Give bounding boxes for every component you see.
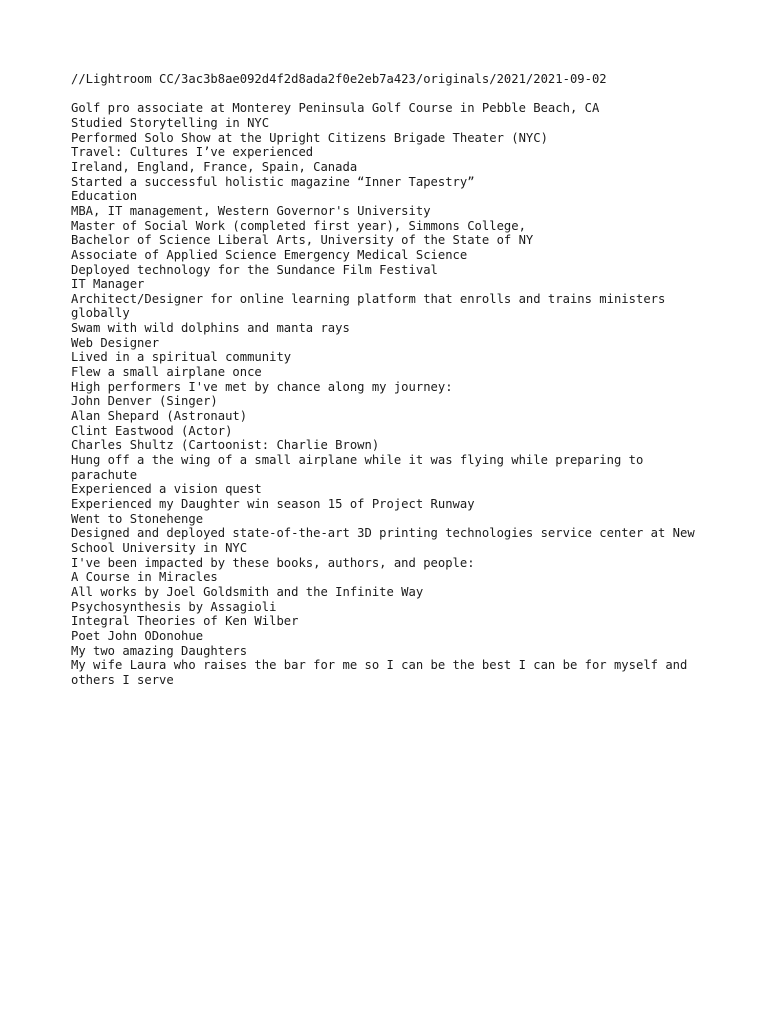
document-page: [71, 72, 711, 688]
text-line: A Course in Miracles: [71, 570, 218, 585]
text-line: Designed and deployed state-of-the-art 3D printing technologies service center at New School University in NYC: [71, 526, 703, 555]
text-line: Studied Storytelling in NYC: [71, 115, 270, 130]
text-line: All works by Joel Goldsmith and the Infinite Way: [71, 584, 424, 599]
text-line: Integral Theories of Ken Wilber: [71, 614, 299, 629]
text-line: Bachelor of Science Liberal Arts, University of the State of NY: [71, 233, 534, 248]
text-line: Web Designer: [71, 335, 160, 350]
text-line: Started a successful holistic magazine “Inner Tapestry”: [71, 174, 475, 189]
text-line: My two amazing Daughters: [71, 643, 248, 658]
text-line: Education: [71, 189, 138, 204]
text-line: Poet John ODonohue: [71, 628, 204, 643]
text-line: Alan Shepard (Astronaut): [71, 409, 248, 424]
text-line: Master of Social Work (completed first year), Simmons College,: [71, 218, 526, 233]
text-line: Charles Shultz (Cartoonist: Charlie Brown): [71, 438, 380, 453]
text-line: Swam with wild dolphins and manta rays: [71, 321, 350, 336]
text-line: I've been impacted by these books, authors, and people:: [71, 555, 475, 570]
text-line: Hung off a the wing of a small airplane while it was flying while preparing to parachute: [71, 453, 651, 482]
text-line: Experienced my Daughter win season 15 of Project Runway: [71, 497, 475, 512]
text-line: Lived in a spiritual community: [71, 350, 292, 365]
text-line: Architect/Designer for online learning platform that enrolls and trains ministers globally: [71, 291, 673, 321]
text-line: Went to Stonehenge: [71, 511, 204, 526]
text-line: Deployed technology for the Sundance Film Festival: [71, 262, 438, 277]
text-line: Psychosynthesis by Assagioli: [71, 599, 277, 614]
text-line: High performers I've met by chance along my journey:: [71, 379, 453, 394]
text-line: John Denver (Singer): [71, 394, 218, 409]
text-line: Flew a small airplane once: [71, 365, 262, 380]
text-line: Associate of Applied Science Emergency Medical Science: [71, 247, 468, 262]
text-line: My wife Laura who raises the bar for me so I can be the best I can be for myself and others I serve: [71, 658, 695, 687]
text-line: Ireland, England, France, Spain, Canada: [71, 159, 358, 174]
text-lines: [71, 101, 711, 687]
text-line: Experienced a vision quest: [71, 482, 262, 497]
text-line: Performed Solo Show at the Upright Citizens Brigade Theater (NYC): [71, 130, 548, 145]
text-line: MBA, IT management, Western Governor's University: [71, 203, 431, 218]
text-line: Clint Eastwood (Actor): [71, 423, 233, 438]
text-line: Golf pro associate at Monterey Peninsula Golf Course in Pebble Beach, CA: [71, 101, 600, 116]
text-line: IT Manager: [71, 277, 145, 292]
file-path: //Lightroom CC/3ac3b8ae092d4f2d8ada2f0e2eb7a423/originals/2021/2021-09-02: [71, 72, 607, 86]
text-line: Travel: Cultures I’ve experienced: [71, 145, 314, 160]
